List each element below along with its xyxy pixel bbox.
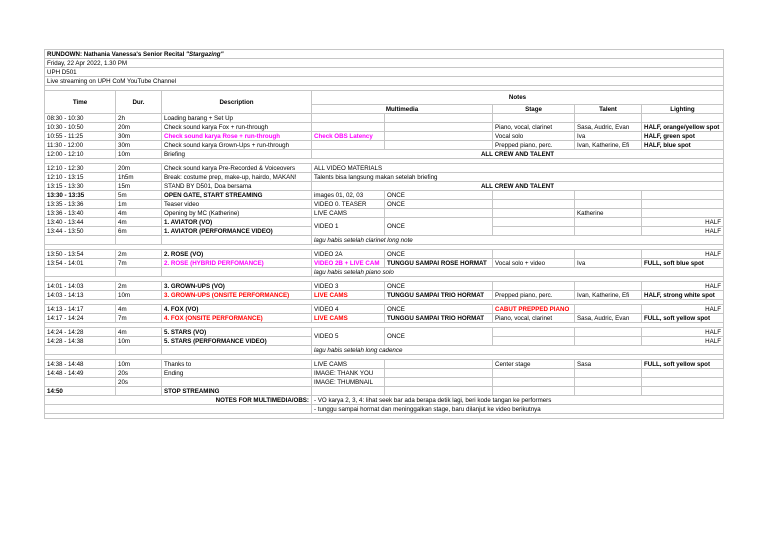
empty-cell[interactable] [493, 209, 575, 218]
talent-cell[interactable]: Katherine [575, 209, 642, 218]
lighting-cell[interactable]: HALF, green spot [642, 132, 724, 141]
desc-cell[interactable]: Ending [162, 369, 312, 378]
empty-cell[interactable] [493, 337, 575, 346]
multimedia-cell[interactable]: ALL VIDEO MATERIALS [312, 164, 724, 173]
empty-cell[interactable] [493, 282, 575, 291]
desc-cell[interactable]: STAND BY D501, Doa bersama [162, 182, 312, 191]
multimedia-cell[interactable]: IMAGE: THANK YOU [312, 369, 385, 378]
multimedia-cell[interactable]: VIDEO 2B + LIVE CAM [312, 259, 385, 268]
lighting-cell[interactable]: HALF, strong white spot [642, 291, 724, 300]
lighting-cell[interactable]: FULL, soft yellow spot [642, 360, 724, 369]
empty-cell[interactable] [312, 141, 385, 150]
desc-cell[interactable]: Loading barang + Set Up [162, 114, 312, 123]
table-row [45, 114, 724, 123]
empty-cell[interactable] [385, 369, 493, 378]
time-cell[interactable]: 08:30 - 10:30 [45, 114, 116, 123]
empty-cell[interactable] [312, 387, 385, 396]
empty-cell[interactable] [575, 200, 642, 209]
time-cell[interactable]: 11:30 - 12:00 [45, 141, 116, 150]
time-cell[interactable]: 14:50 [45, 387, 116, 396]
empty-cell[interactable] [493, 369, 575, 378]
lighting-cell[interactable]: HALF [642, 282, 724, 291]
empty-cell[interactable] [45, 268, 116, 277]
empty-cell[interactable] [162, 346, 312, 355]
table-row [45, 164, 724, 173]
desc-cell[interactable]: 2. ROSE (VO) [162, 250, 312, 259]
time-cell[interactable]: 14:24 - 14:28 [45, 328, 116, 337]
dur-cell[interactable]: 2h [116, 114, 162, 123]
multimedia-action-cell[interactable]: TUNGGU SAMPAI ROSE HORMAT [385, 259, 493, 268]
dur-cell[interactable]: 7m [116, 314, 162, 323]
empty-cell[interactable] [642, 191, 724, 200]
time-cell[interactable]: 10:30 - 10:50 [45, 123, 116, 132]
dur-cell[interactable]: 30m [116, 132, 162, 141]
empty-cell[interactable] [162, 378, 312, 387]
multimedia-action-cell[interactable]: ONCE [385, 305, 493, 314]
time-cell[interactable]: 13:40 - 13:44 [45, 218, 116, 227]
empty-cell[interactable] [575, 305, 642, 314]
lighting-cell[interactable]: HALF [642, 250, 724, 259]
table-row [45, 328, 724, 337]
table-row [45, 200, 724, 209]
empty-cell[interactable] [493, 250, 575, 259]
time-cell[interactable]: 12:10 - 13:15 [45, 173, 116, 182]
dur-cell[interactable]: 20s [116, 369, 162, 378]
talent-cell[interactable]: Ivan, Katherine, Efi [575, 291, 642, 300]
empty-cell[interactable] [116, 346, 162, 355]
time-cell[interactable]: 13:35 - 13:36 [45, 200, 116, 209]
empty-cell[interactable] [575, 191, 642, 200]
empty-cell[interactable] [642, 209, 724, 218]
empty-cell[interactable] [575, 387, 642, 396]
empty-cell[interactable] [642, 114, 724, 123]
dur-cell[interactable]: 10m [116, 360, 162, 369]
empty-cell[interactable] [45, 236, 116, 245]
dur-cell[interactable]: 4m [116, 209, 162, 218]
stage-cell[interactable]: Piano, vocal, clarinet [493, 314, 575, 323]
empty-cell[interactable] [642, 378, 724, 387]
time-cell[interactable]: 14:38 - 14:48 [45, 360, 116, 369]
multimedia-cell[interactable]: LIVE CAMS [312, 291, 385, 300]
desc-cell[interactable]: Teaser video [162, 200, 312, 209]
multimedia-cell[interactable]: IMAGE: THUMBNAIL [312, 378, 385, 387]
stage-cell[interactable]: Vocal solo [493, 132, 575, 141]
empty-cell[interactable] [162, 268, 312, 277]
empty-cell[interactable] [493, 114, 575, 123]
table-row [45, 123, 724, 132]
lighting-cell[interactable]: HALF, blue spot [642, 141, 724, 150]
dur-cell[interactable]: 1h5m [116, 173, 162, 182]
dur-cell[interactable]: 6m [116, 227, 162, 236]
desc-cell[interactable]: Thanks to [162, 360, 312, 369]
time-cell[interactable]: 14:28 - 14:38 [45, 337, 116, 346]
empty-cell[interactable] [493, 191, 575, 200]
dur-cell[interactable]: 2m [116, 282, 162, 291]
empty-cell[interactable] [385, 141, 493, 150]
lighting-cell[interactable]: HALF, orange/yellow spot [642, 123, 724, 132]
multimedia-cell[interactable]: VIDEO 0. TEASER [312, 200, 385, 209]
desc-cell[interactable]: Break: costume prep, make-up, hairdo, MAKAN! [162, 173, 312, 182]
stage-cell[interactable]: Center stage [493, 360, 575, 369]
dur-cell[interactable]: 10m [116, 150, 162, 159]
multimedia-cell[interactable]: VIDEO 3 [312, 282, 385, 291]
multimedia-action-cell[interactable]: ONCE [385, 282, 493, 291]
notes-all-cell[interactable]: ALL CREW AND TALENT [312, 150, 724, 159]
desc-cell[interactable]: Check sound karya Rose + run-through [162, 132, 312, 141]
multimedia-action-cell[interactable]: ONCE [385, 200, 493, 209]
table-row [45, 378, 724, 387]
table-row [45, 132, 724, 141]
empty-cell[interactable] [45, 405, 312, 414]
time-cell[interactable]: 13:36 - 13:40 [45, 209, 116, 218]
empty-cell[interactable] [642, 387, 724, 396]
table-row [45, 173, 724, 182]
col-header-notes[interactable]: Notes [312, 91, 724, 105]
table-row [45, 141, 724, 150]
talent-cell[interactable]: Ivan, Katherine, Efi [575, 141, 642, 150]
multimedia-action-cell[interactable]: TUNGGU SAMPAI TRIO HORMAT [385, 314, 493, 323]
multimedia-cell[interactable]: VIDEO 4 [312, 305, 385, 314]
lighting-cell[interactable]: HALF [642, 337, 724, 346]
desc-cell[interactable]: Opening by MC (Katherine) [162, 209, 312, 218]
empty-cell[interactable] [642, 369, 724, 378]
empty-cell[interactable] [116, 268, 162, 277]
table-row [45, 182, 724, 191]
time-cell[interactable]: 13:44 - 13:50 [45, 227, 116, 236]
dur-cell[interactable]: 4m [116, 218, 162, 227]
col-header-multimedia[interactable]: Multimedia [312, 105, 493, 114]
desc-cell[interactable]: STOP STREAMING [162, 387, 312, 396]
desc-cell[interactable]: 1. AVIATOR (PERFORMANCE VIDEO) [162, 227, 312, 236]
dur-cell[interactable]: 30m [116, 141, 162, 150]
desc-cell[interactable]: 1. AVIATOR (VO) [162, 218, 312, 227]
empty-cell[interactable] [116, 387, 162, 396]
desc-cell[interactable]: 4. FOX (ONSITE PERFORMANCE) [162, 314, 312, 323]
desc-cell[interactable]: 5. STARS (PERFORMANCE VIDEO) [162, 337, 312, 346]
notes-multimedia-line2[interactable]: - tunggu sampai hormat dan meninggalkan stage, baru dilanjut ke video berikutnya [312, 405, 724, 414]
dur-cell[interactable]: 10m [116, 337, 162, 346]
table-row [45, 209, 724, 218]
dur-cell[interactable]: 2m [116, 250, 162, 259]
multimedia-cell[interactable]: VIDEO 1 [312, 218, 385, 236]
table-row [45, 268, 724, 277]
desc-cell[interactable]: 2. ROSE (HYBRID PERFOMANCE) [162, 259, 312, 268]
desc-cell[interactable]: Check sound karya Grown-Ups + run-through [162, 141, 312, 150]
lighting-cell[interactable]: HALF [642, 328, 724, 337]
table-row [45, 282, 724, 291]
multimedia-action-cell[interactable]: ONCE [385, 191, 493, 200]
multimedia-action-cell[interactable]: TUNGGU SAMPAI TRIO HORMAT [385, 291, 493, 300]
table-row [45, 346, 724, 355]
empty-cell[interactable] [385, 114, 493, 123]
dur-cell[interactable]: 4m [116, 328, 162, 337]
dur-cell[interactable]: 5m [116, 191, 162, 200]
dur-cell[interactable]: 4m [116, 305, 162, 314]
empty-cell[interactable] [575, 378, 642, 387]
time-cell[interactable]: 14:48 - 14:49 [45, 369, 116, 378]
multimedia-action-cell[interactable]: ONCE [385, 328, 493, 346]
multimedia-note-cell[interactable]: lagu habis setelah long cadence [312, 346, 724, 355]
table-row [45, 314, 724, 323]
time-cell[interactable]: 14:01 - 14:03 [45, 282, 116, 291]
col-header-description[interactable]: Description [162, 91, 312, 114]
table-row [45, 191, 724, 200]
talent-cell[interactable]: Sasa, Audric, Evan [575, 123, 642, 132]
stage-cell[interactable]: Piano, vocal, clarinet [493, 123, 575, 132]
event-stream[interactable]: Live streaming on UPH CoM YouTube Channel [45, 77, 724, 86]
empty-cell[interactable] [642, 200, 724, 209]
dur-cell[interactable]: 15m [116, 182, 162, 191]
col-header-lighting[interactable]: Lighting [642, 105, 724, 114]
multimedia-cell[interactable]: VIDEO 2A [312, 250, 385, 259]
table-row [45, 369, 724, 378]
desc-cell[interactable]: 3. GROWN-UPS (ONSITE PERFORMANCE) [162, 291, 312, 300]
empty-cell[interactable] [493, 218, 575, 227]
multimedia-cell[interactable]: Talents bisa langsung makan setelah briefing [312, 173, 724, 182]
empty-cell[interactable] [575, 227, 642, 236]
empty-cell[interactable] [385, 123, 493, 132]
empty-cell[interactable] [312, 114, 385, 123]
table-row [45, 259, 724, 268]
empty-cell[interactable] [493, 328, 575, 337]
col-header-stage[interactable]: Stage [493, 105, 575, 114]
empty-cell[interactable] [575, 250, 642, 259]
multimedia-note-cell[interactable]: lagu habis setelah piano solo [312, 268, 724, 277]
rundown-sheet [44, 49, 724, 419]
dur-cell[interactable]: 7m [116, 259, 162, 268]
stage-cell[interactable]: Prepped piano, perc. [493, 141, 575, 150]
empty-cell[interactable] [45, 378, 116, 387]
table-row [45, 150, 724, 159]
stage-cell[interactable]: Prepped piano, perc. [493, 291, 575, 300]
notes-multimedia-line1[interactable]: - VO karya 2, 3, 4: lihat seek bar ada berapa detik lagi, beri kode tangan ke performers [312, 396, 724, 405]
table-row [45, 305, 724, 314]
empty-cell[interactable] [575, 369, 642, 378]
empty-cell[interactable] [385, 209, 493, 218]
dur-cell[interactable]: 20m [116, 164, 162, 173]
time-cell[interactable]: 14:17 - 14:24 [45, 314, 116, 323]
notes-row [45, 396, 724, 405]
table-row [45, 291, 724, 300]
event-venue[interactable]: UPH D501 [45, 68, 724, 77]
desc-cell[interactable]: Briefing [162, 150, 312, 159]
stage-cell[interactable]: CABUT PREPPED PIANO [493, 305, 575, 314]
empty-cell[interactable] [493, 378, 575, 387]
event-date[interactable]: Friday, 22 Apr 2022, 1.30 PM [45, 59, 724, 68]
table-row [45, 218, 724, 227]
time-cell[interactable]: 13:54 - 14:01 [45, 259, 116, 268]
desc-cell[interactable]: 5. STARS (VO) [162, 328, 312, 337]
desc-cell[interactable]: 3. GROWN-UPS (VO) [162, 282, 312, 291]
dur-cell[interactable]: 10m [116, 291, 162, 300]
empty-cell[interactable] [575, 282, 642, 291]
empty-cell[interactable] [162, 236, 312, 245]
col-header-time[interactable]: Time [45, 91, 116, 114]
desc-cell[interactable]: 4. FOX (VO) [162, 305, 312, 314]
empty-cell[interactable] [575, 114, 642, 123]
dur-cell[interactable]: 20m [116, 123, 162, 132]
notes-all-cell[interactable]: ALL CREW AND TALENT [312, 182, 724, 191]
time-cell[interactable]: 13:30 - 13:35 [45, 191, 116, 200]
stage-cell[interactable]: Vocal solo + video [493, 259, 575, 268]
empty-cell[interactable] [385, 387, 493, 396]
multimedia-action-cell[interactable]: ONCE [385, 218, 493, 236]
title-row [45, 50, 724, 59]
multimedia-cell[interactable]: LIVE CAMS [312, 209, 385, 218]
multimedia-cell[interactable]: images 01, 02, 03 [312, 191, 385, 200]
empty-cell[interactable] [45, 346, 116, 355]
empty-cell[interactable] [493, 200, 575, 209]
empty-cell[interactable] [312, 123, 385, 132]
desc-cell[interactable]: OPEN GATE, START STREAMING [162, 191, 312, 200]
table-row [45, 250, 724, 259]
empty-cell[interactable] [575, 337, 642, 346]
rundown-title[interactable]: RUNDOWN: Nathania Vanessa's Senior Recital "Stargazing" [45, 50, 724, 59]
time-cell[interactable]: 13:50 - 13:54 [45, 250, 116, 259]
notes-multimedia-label[interactable]: NOTES FOR MULTIMEDIA/OBS: [45, 396, 312, 405]
col-header-talent[interactable]: Talent [575, 105, 642, 114]
empty-cell[interactable] [385, 360, 493, 369]
table-row [45, 387, 724, 396]
multimedia-note-cell[interactable]: lagu habis setelah clarinet long note [312, 236, 724, 245]
rundown-table [44, 49, 724, 419]
desc-cell[interactable]: Check sound karya Pre-Recorded & Voiceovers [162, 164, 312, 173]
spacer-cell [45, 414, 724, 419]
time-cell[interactable]: 14:03 - 14:13 [45, 291, 116, 300]
lighting-cell[interactable]: FULL, soft blue spot [642, 259, 724, 268]
lighting-cell[interactable]: HALF [642, 218, 724, 227]
table-row [45, 236, 724, 245]
table-row [45, 360, 724, 369]
talent-cell[interactable]: Sasa [575, 360, 642, 369]
time-cell[interactable]: 14:13 - 14:17 [45, 305, 116, 314]
multimedia-cell[interactable]: LIVE CAMS [312, 314, 385, 323]
multimedia-cell[interactable]: VIDEO 5 [312, 328, 385, 346]
empty-cell[interactable] [116, 236, 162, 245]
empty-cell[interactable] [493, 227, 575, 236]
time-cell[interactable]: 12:10 - 12:30 [45, 164, 116, 173]
talent-cell[interactable]: Sasa, Audric, Evan [575, 314, 642, 323]
empty-cell[interactable] [385, 378, 493, 387]
col-header-dur[interactable]: Dur. [116, 91, 162, 114]
time-cell[interactable]: 12:00 - 12:10 [45, 150, 116, 159]
multimedia-action-cell[interactable]: ONCE [385, 250, 493, 259]
empty-cell[interactable] [575, 218, 642, 227]
lighting-cell[interactable]: FULL, soft yellow spot [642, 314, 724, 323]
empty-cell[interactable] [493, 387, 575, 396]
time-cell[interactable]: 10:55 - 11:25 [45, 132, 116, 141]
talent-cell[interactable]: Iva [575, 132, 642, 141]
dur-cell[interactable]: 1m [116, 200, 162, 209]
lighting-cell[interactable]: HALF [642, 227, 724, 236]
empty-cell[interactable] [385, 132, 493, 141]
talent-cell[interactable]: Iva [575, 259, 642, 268]
dur-cell[interactable]: 20s [116, 378, 162, 387]
desc-cell[interactable]: Check sound karya Fox + run-through [162, 123, 312, 132]
multimedia-cell[interactable]: LIVE CAMS [312, 360, 385, 369]
empty-cell[interactable] [575, 328, 642, 337]
time-cell[interactable]: 13:15 - 13:30 [45, 182, 116, 191]
multimedia-cell[interactable]: Check OBS Latency [312, 132, 385, 141]
notes-row [45, 405, 724, 414]
lighting-cell[interactable]: HALF [642, 305, 724, 314]
